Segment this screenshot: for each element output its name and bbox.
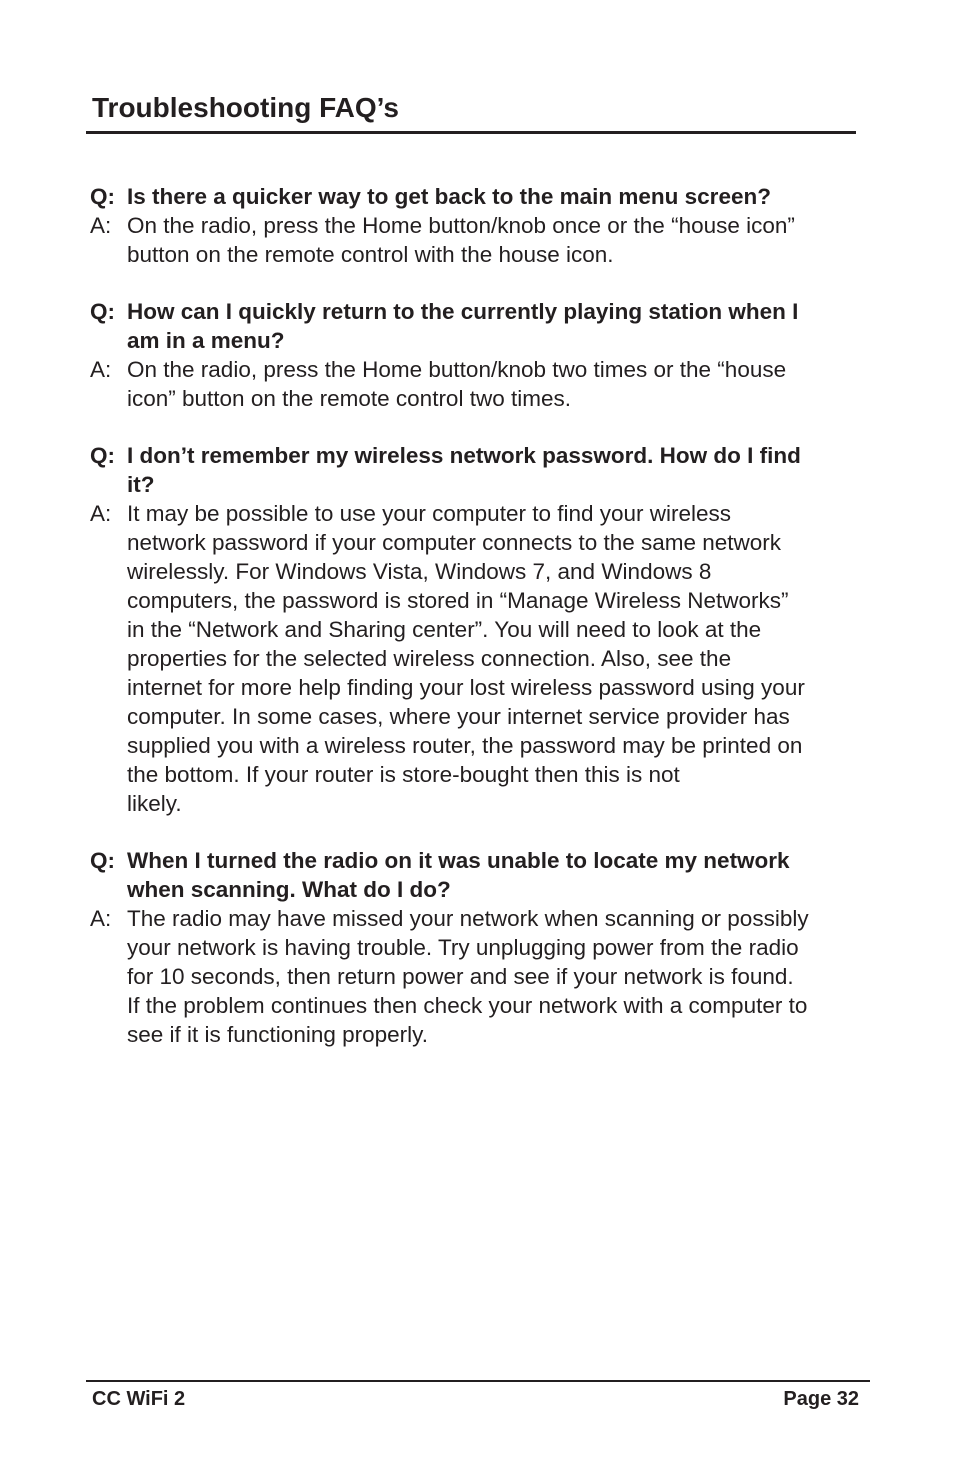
answer-text: On the radio, press the Home button/knob once or the “house icon” button on the remote control with the house icon. [127,213,795,267]
question-text: How can I quickly return to the currently playing station when I am in a menu? [127,299,799,353]
page-title: Troubleshooting FAQ’s [92,92,399,123]
faq-answer [90,499,870,818]
title-divider [86,131,856,134]
faq-answer [90,211,870,269]
faq-item [90,846,870,1049]
question-text: I don’t remember my wireless network password. How do I find it? [127,443,801,497]
footer-product-name: CC WiFi 2 [92,1388,186,1410]
answer-prefix: A: [90,213,112,238]
faq-item [90,441,870,818]
question-prefix: Q: [90,299,115,324]
faq-answer [90,355,870,413]
question-prefix: Q: [90,848,115,873]
answer-prefix: A: [90,501,112,526]
faq-question [90,182,870,211]
faq-question [90,297,870,355]
faq-question [90,846,870,904]
question-prefix: Q: [90,443,115,468]
faq-list [90,182,870,1077]
answer-prefix: A: [90,357,112,382]
question-text: Is there a quicker way to get back to the main menu screen? [127,184,771,209]
answer-prefix: A: [90,906,112,931]
faq-item [90,182,870,269]
faq-item [90,297,870,413]
footer-divider [86,1380,870,1382]
answer-text: The radio may have missed your network when scanning or possibly your network is having trouble. Try unplugging power from the radio for 10 seconds, then return power and see if your network is found. If the problem continues then check your network with a computer to see if it is functioning properly. [127,906,809,1047]
faq-question [90,441,870,499]
answer-text: On the radio, press the Home button/knob two times or the “house icon” button on the remote control two times. [127,357,787,411]
question-prefix: Q: [90,184,115,209]
answer-text: It may be possible to use your computer to find your wireless network password if your computer connects to the same network wirelessly. For Windows Vista, Windows 7, and Windows 8 computers, the password is stored in “Manage Wireless Networks” in the “Network and Sharing center”. You will need to look at the properties for the selected wireless connection. Also, see the internet for more help finding your lost wireless password using your computer. In some cases, where your internet service provider has supplied you with a wireless router, the password may be printed on the bottom. If your router is store-bought then this is not likely. [127,501,805,816]
footer-page-number: Page 32 [783,1388,859,1410]
faq-answer [90,904,870,1049]
question-text: When I turned the radio on it was unable to locate my network when scanning. What do I do? [127,848,790,902]
